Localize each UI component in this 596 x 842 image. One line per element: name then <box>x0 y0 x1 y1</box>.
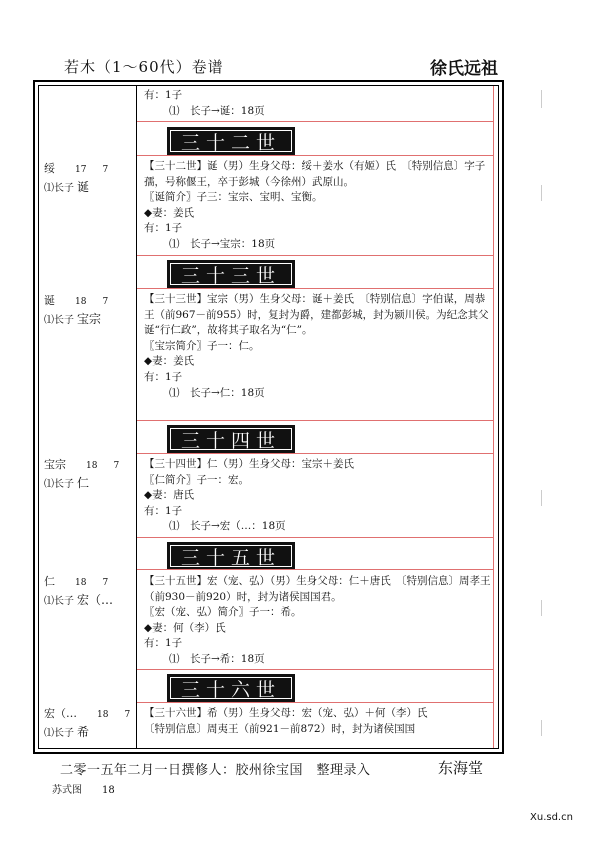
children-count: 有：1子 <box>144 504 183 517</box>
person-block <box>144 159 492 253</box>
person-header: 【三十五世】宏（宠、弘）（男）生身父母：仁＋唐氏 〔特别信息〕周孝王（前930－前920）时，封为诸侯国国君。 <box>144 575 491 603</box>
child-name[interactable]: 宏（… <box>77 593 114 607</box>
parent-entry <box>44 160 108 197</box>
person-header: 【三十二世】诞（男）生身父母：绥＋姜水（有姬）氏 〔特别信息〕字子孺，号称偃王，卒于彭城（今徐州）武原山。 <box>144 160 486 188</box>
children-count: 有：1子 <box>144 89 183 101</box>
person-summary: 〖宏（宠、弘）简介〗子一：希。 <box>144 606 302 619</box>
children-count: 有：1子 <box>144 370 183 383</box>
parent-name: 绥 <box>44 162 55 175</box>
spouse: ◆妻：何（李）氏 <box>144 621 226 634</box>
child-link[interactable]: ⑴ 长子→仁：18页 <box>169 386 265 399</box>
generation-banner: 三十三世 <box>167 260 295 288</box>
person-header: 【三十四世】仁（男）生身父母：宝宗＋姜氏 <box>144 458 354 470</box>
row-divider <box>137 569 494 570</box>
child-link[interactable]: ⑴ 长子→宏（…：18页 <box>169 520 286 533</box>
person-block <box>144 292 492 401</box>
child-name[interactable]: 希 <box>77 725 90 739</box>
page-footer <box>52 781 115 796</box>
row-divider <box>137 669 494 670</box>
parent-entry <box>44 456 119 493</box>
parent-number: 7 <box>124 710 131 720</box>
child-prefix: ⑴长子 <box>44 479 74 490</box>
parent-entry <box>44 292 108 329</box>
parent-name: 宝宗 <box>44 458 66 471</box>
parent-number: 18 <box>75 297 87 307</box>
children-count: 有：1子 <box>144 222 183 235</box>
person-block <box>144 457 492 535</box>
child-link[interactable]: ⑴ 长子→希：18页 <box>169 652 265 665</box>
generation-banner: 三十四世 <box>167 425 295 453</box>
site-watermark: Xu.sd.cn <box>530 812 573 823</box>
book-title: 若木（1～60代）卷谱 <box>64 58 224 76</box>
footer-hall-name: 东海堂 <box>438 759 484 777</box>
child-prefix: ⑴长子 <box>44 728 74 739</box>
person-block <box>144 706 492 737</box>
parent-name: 仁 <box>44 575 55 588</box>
edge-mark <box>541 720 542 736</box>
parent-number: 17 <box>75 165 87 175</box>
person-block <box>144 574 492 668</box>
person-summary: 〖宝宗简介〗子一：仁。 <box>144 339 260 352</box>
child-prefix: ⑴长子 <box>44 596 74 607</box>
child-name[interactable]: 诞 <box>77 180 90 194</box>
right-border <box>493 86 494 748</box>
person-header: 【三十三世】宝宗（男）生身父母：诞＋姜氏 〔特别信息〕字伯谋，周恭王（前967－前955）时，复封为爵，建都彭城，封为颍川侯。为纪念其父诞“行仁政”，故将其子取名为“仁”。 <box>144 293 489 337</box>
person-header: 【三十六世】希（男）生身父母：宏（宠、弘）＋何（李）氏 <box>144 707 428 719</box>
parent-number: 7 <box>113 461 120 471</box>
chart-style-label: 苏式图 <box>52 785 82 796</box>
row-divider <box>137 537 494 538</box>
parent-number: 7 <box>102 578 109 588</box>
row-divider <box>137 702 494 703</box>
parent-number: 7 <box>102 297 109 307</box>
generation-banner: 三十五世 <box>167 542 295 570</box>
child-link[interactable]: ⑴ 长子→诞：18页 <box>169 104 265 117</box>
edge-mark <box>541 90 542 108</box>
generation-banner: 三十二世 <box>167 127 295 155</box>
column-divider <box>136 85 137 749</box>
clan-title: 徐氏远祖 <box>430 59 498 79</box>
person-summary: 〖仁简介〗子一：宏。 <box>144 473 249 486</box>
continuation-block <box>144 88 492 119</box>
row-divider <box>137 420 494 421</box>
child-name[interactable]: 仁 <box>77 476 90 490</box>
parent-name: 诞 <box>44 294 55 307</box>
parent-entry <box>44 705 130 742</box>
parent-number: 18 <box>86 461 98 471</box>
person-info: 〔特别信息〕周夷王（前921－前872）时，封为诸侯国国 <box>144 722 416 735</box>
edge-mark <box>541 185 542 201</box>
row-divider <box>137 155 494 156</box>
generation-banner: 三十六世 <box>167 674 295 702</box>
parent-number: 18 <box>97 710 109 720</box>
spouse: ◆妻：姜氏 <box>144 206 195 219</box>
child-link[interactable]: ⑴ 长子→宝宗：18页 <box>169 237 276 250</box>
parent-number: 18 <box>75 578 87 588</box>
page-number: 18 <box>102 785 115 796</box>
edge-mark <box>541 490 542 506</box>
row-divider <box>137 255 494 256</box>
parent-entry <box>44 573 113 610</box>
children-count: 有：1子 <box>144 637 183 650</box>
parent-name: 宏（… <box>44 707 77 720</box>
row-divider <box>137 121 494 122</box>
edge-mark <box>541 600 542 616</box>
spouse: ◆妻：唐氏 <box>144 489 195 502</box>
spouse: ◆妻：姜氏 <box>144 355 195 368</box>
row-divider <box>137 453 494 454</box>
parent-number: 7 <box>102 165 109 175</box>
child-prefix: ⑴长子 <box>44 183 74 194</box>
row-divider <box>137 288 494 289</box>
person-summary: 〖诞简介〗子三：宝宗、宝明、宝衡。 <box>144 191 323 204</box>
footer-compiler: 二零一五年二月一日撰修人：胶州徐宝国 整理录入 <box>60 763 371 778</box>
child-prefix: ⑴长子 <box>44 315 74 326</box>
child-name[interactable]: 宝宗 <box>77 312 102 326</box>
